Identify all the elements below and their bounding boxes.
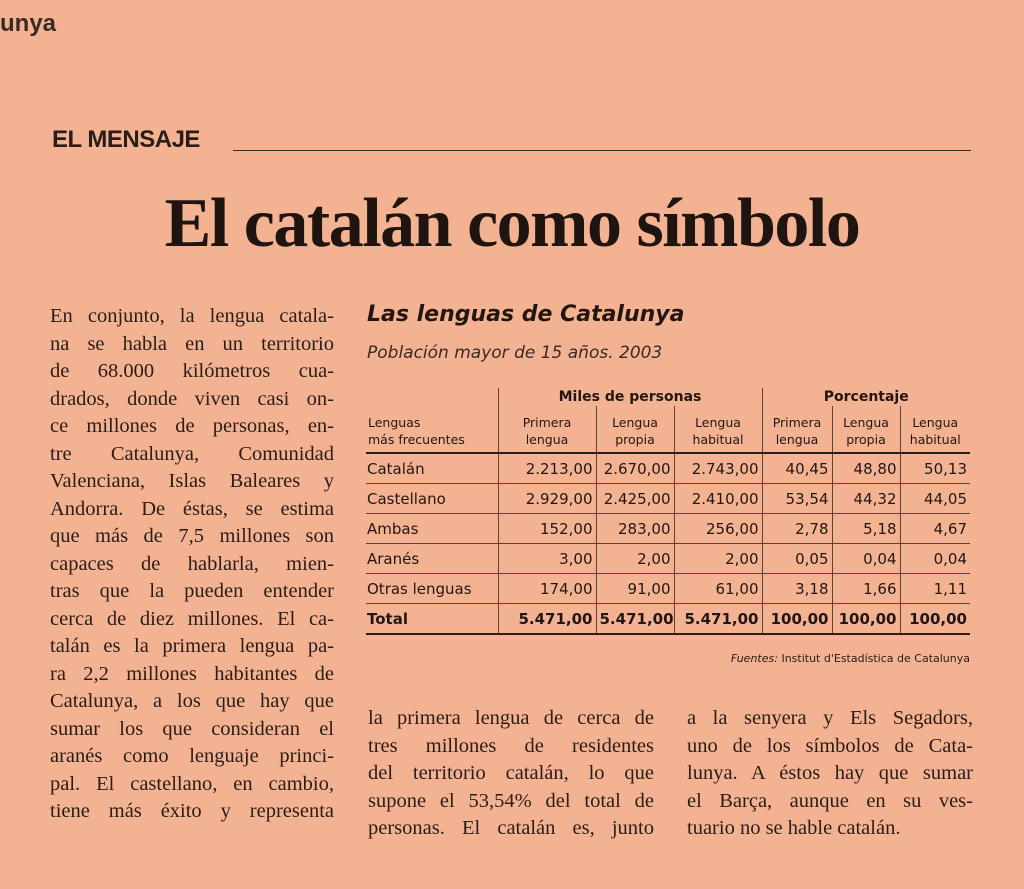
table-cell: 2.410,00 bbox=[674, 484, 762, 514]
table-cell: 2.929,00 bbox=[498, 484, 596, 514]
text-line: el Barça, aunque en su ves- bbox=[687, 789, 973, 812]
text-line: a la senyera y Els Segadors, bbox=[687, 707, 973, 729]
row-label: Catalán bbox=[366, 453, 498, 484]
text-line: Catalunya, a los que hay que bbox=[50, 690, 334, 712]
row-label: Total bbox=[366, 604, 498, 635]
text-line: del territorio catalán, lo que bbox=[368, 762, 654, 784]
table-cell: 0,04 bbox=[900, 544, 970, 574]
row-label: Ambas bbox=[366, 514, 498, 544]
table-cell: 44,32 bbox=[832, 484, 900, 514]
table-cell: 91,00 bbox=[596, 574, 674, 604]
section-label: EL MENSAJE bbox=[52, 126, 200, 153]
row-header-line2: más frecuentes bbox=[368, 432, 465, 447]
page-header-fragment: unya bbox=[0, 10, 57, 37]
table-cell: 40,45 bbox=[762, 453, 832, 484]
text-line: tuario no se hable catalán. bbox=[687, 817, 901, 839]
text-line: talán es la primera lengua pa- bbox=[50, 635, 334, 657]
table-source bbox=[731, 652, 970, 665]
article-column-right bbox=[687, 705, 973, 843]
text-line: capaces de hablarla, mien- bbox=[50, 552, 334, 575]
section-rule bbox=[233, 150, 971, 151]
text-line: uno de los símbolos de Cata- bbox=[687, 734, 973, 757]
column-header: Primera lengua bbox=[498, 406, 596, 453]
table-cell: 5.471,00 bbox=[498, 604, 596, 635]
table-row bbox=[366, 484, 970, 514]
text-line: tiene más éxito y representa bbox=[50, 800, 334, 822]
column-header: Lengua habitual bbox=[674, 406, 762, 453]
row-label: Aranés bbox=[366, 544, 498, 574]
table-cell: 283,00 bbox=[596, 514, 674, 544]
table-cell: 61,00 bbox=[674, 574, 762, 604]
text-line: Andorra. De éstas, se estima bbox=[50, 497, 334, 520]
table-row bbox=[366, 544, 970, 574]
group-header-miles: Miles de personas bbox=[498, 388, 762, 406]
column-header: Lengua propia bbox=[596, 406, 674, 453]
text-line: tre Catalunya, Comunidad bbox=[50, 442, 334, 465]
text-line: que más de 7,5 millones son bbox=[50, 525, 334, 547]
column-header: Lengua propia bbox=[832, 406, 900, 453]
row-header-line1: Lenguas bbox=[368, 415, 421, 430]
table-subtitle: Población mayor de 15 años. 2003 bbox=[367, 343, 663, 363]
group-header-empty bbox=[366, 388, 498, 406]
text-line: aranés como lenguaje princi- bbox=[50, 745, 334, 767]
table-cell: 5,18 bbox=[832, 514, 900, 544]
group-header-porcentaje: Porcentaje bbox=[762, 388, 970, 406]
table-cell: 3,18 bbox=[762, 574, 832, 604]
table-cell: 1,11 bbox=[900, 574, 970, 604]
table-row bbox=[366, 574, 970, 604]
table-row-total bbox=[366, 604, 970, 635]
row-header-label bbox=[366, 406, 498, 453]
row-label: Castellano bbox=[366, 484, 498, 514]
table-cell: 0,05 bbox=[762, 544, 832, 574]
source-label: Fuentes: bbox=[730, 652, 778, 665]
table-cell: 100,00 bbox=[832, 604, 900, 635]
text-line: Valenciana, Islas Baleares y bbox=[50, 470, 334, 492]
text-line: tres millones de residentes bbox=[368, 734, 654, 757]
headline: El catalán como símbolo bbox=[164, 185, 860, 262]
text-line: sumar los que consideran el bbox=[50, 717, 334, 740]
table-cell: 2,00 bbox=[674, 544, 762, 574]
table-cell: 152,00 bbox=[498, 514, 596, 544]
source-text: Institut d'Estadística de Catalunya bbox=[781, 652, 970, 665]
table-cell: 5.471,00 bbox=[596, 604, 674, 635]
text-line: na se habla en un territorio bbox=[50, 332, 334, 355]
table-cell: 1,66 bbox=[832, 574, 900, 604]
text-line: lunya. A éstos hay que sumar bbox=[687, 762, 973, 784]
table-cell: 2,78 bbox=[762, 514, 832, 544]
text-line: la primera lengua de cerca de bbox=[368, 707, 654, 729]
text-line: de 68.000 kilómetros cua- bbox=[50, 360, 334, 382]
table-cell: 48,80 bbox=[832, 453, 900, 484]
text-line: tras que la pueden entender bbox=[50, 580, 334, 602]
table-cell: 100,00 bbox=[762, 604, 832, 635]
row-label: Otras lenguas bbox=[366, 574, 498, 604]
table-row bbox=[366, 453, 970, 484]
column-header: Lengua habitual bbox=[900, 406, 970, 453]
text-line: ce millones de personas, en- bbox=[50, 415, 334, 437]
table-cell: 174,00 bbox=[498, 574, 596, 604]
table-cell: 2.743,00 bbox=[674, 453, 762, 484]
table-cell: 2.425,00 bbox=[596, 484, 674, 514]
languages-table bbox=[366, 388, 970, 635]
table-cell: 100,00 bbox=[900, 604, 970, 635]
table-cell: 50,13 bbox=[900, 453, 970, 484]
table-title: Las lenguas de Catalunya bbox=[367, 302, 685, 327]
text-line: personas. El catalán es, junto bbox=[368, 817, 654, 839]
article-column-left bbox=[50, 303, 334, 826]
table-cell: 0,04 bbox=[832, 544, 900, 574]
table-cell: 44,05 bbox=[900, 484, 970, 514]
article-column-middle bbox=[368, 705, 654, 843]
table-cell: 5.471,00 bbox=[674, 604, 762, 635]
table-cell: 3,00 bbox=[498, 544, 596, 574]
table-cell: 2.213,00 bbox=[498, 453, 596, 484]
table-cell: 53,54 bbox=[762, 484, 832, 514]
text-line: En conjunto, la lengua catala- bbox=[50, 305, 334, 327]
table-cell: 2.670,00 bbox=[596, 453, 674, 484]
table-row bbox=[366, 514, 970, 544]
text-line: cerca de diez millones. El ca- bbox=[50, 607, 334, 630]
table-cell: 4,67 bbox=[900, 514, 970, 544]
text-line: drados, donde viven casi on- bbox=[50, 387, 334, 410]
column-header: Primera lengua bbox=[762, 406, 832, 453]
text-line: ra 2,2 millones habitantes de bbox=[50, 662, 334, 685]
text-line: pal. El castellano, en cambio, bbox=[50, 772, 334, 795]
table-cell: 2,00 bbox=[596, 544, 674, 574]
text-line: supone el 53,54% del total de bbox=[368, 789, 654, 812]
table-cell: 256,00 bbox=[674, 514, 762, 544]
